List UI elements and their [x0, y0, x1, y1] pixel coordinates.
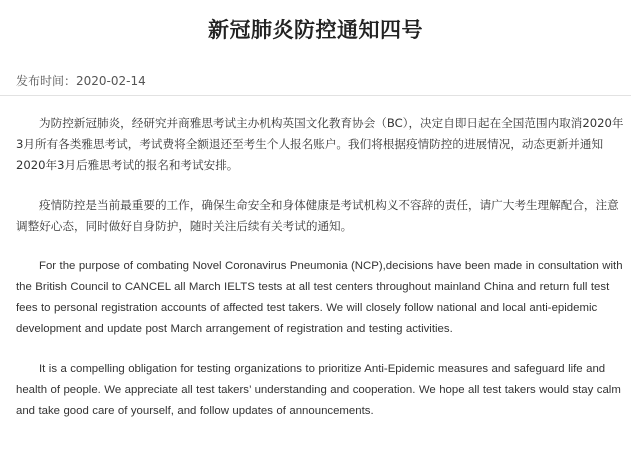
publish-info	[16, 72, 146, 89]
notice-body	[16, 113, 624, 441]
publish-date: 2020-02-14	[76, 74, 146, 88]
paragraph-en-2: It is a compelling obligation for testing organizations to prioritize Anti-Epidemic measures and safeguard life and health of people. We appreciate all test takers’ understanding and cooperation. We hope all test takers would stay calm and take good care of yourself, and follow updates of announcements.	[16, 363, 621, 417]
paragraph-cn-2: 疫情防控是当前最重要的工作，确保生命安全和身体健康是考试机构义不容辞的责任，请广大考生理解配合，注意调整好心态，同时做好自身防护，随时关注后续有关考试的通知。	[16, 198, 619, 233]
header-divider	[0, 95, 631, 96]
paragraph-cn-1: 为防控新冠肺炎，经研究并商雅思考试主办机构英国文化教育协会（BC），决定自即日起在全国范围内取消2020年3月所有各类雅思考试，考试费将全额退还至考生个人报名账户。我们将根据疫情防控的进展情况，动态更新并通知2020年3月后雅思考试的报名和考试安排。	[16, 116, 624, 172]
publish-label: 发布时间：	[16, 74, 77, 88]
notice-title: 新冠肺炎防控通知四号	[208, 18, 423, 42]
paragraph-en-1: For the purpose of combating Novel Coronavirus Pneumonia (NCP),decisions have been made in consultation with the British Council to CANCEL all March IELTS tests at all test centers throughout mainland China and return full test fees to personal registration accounts of affected test takers. We will closely follow national and local anti-epidemic development and update post March arrangement of registration and testing activities.	[16, 260, 623, 335]
